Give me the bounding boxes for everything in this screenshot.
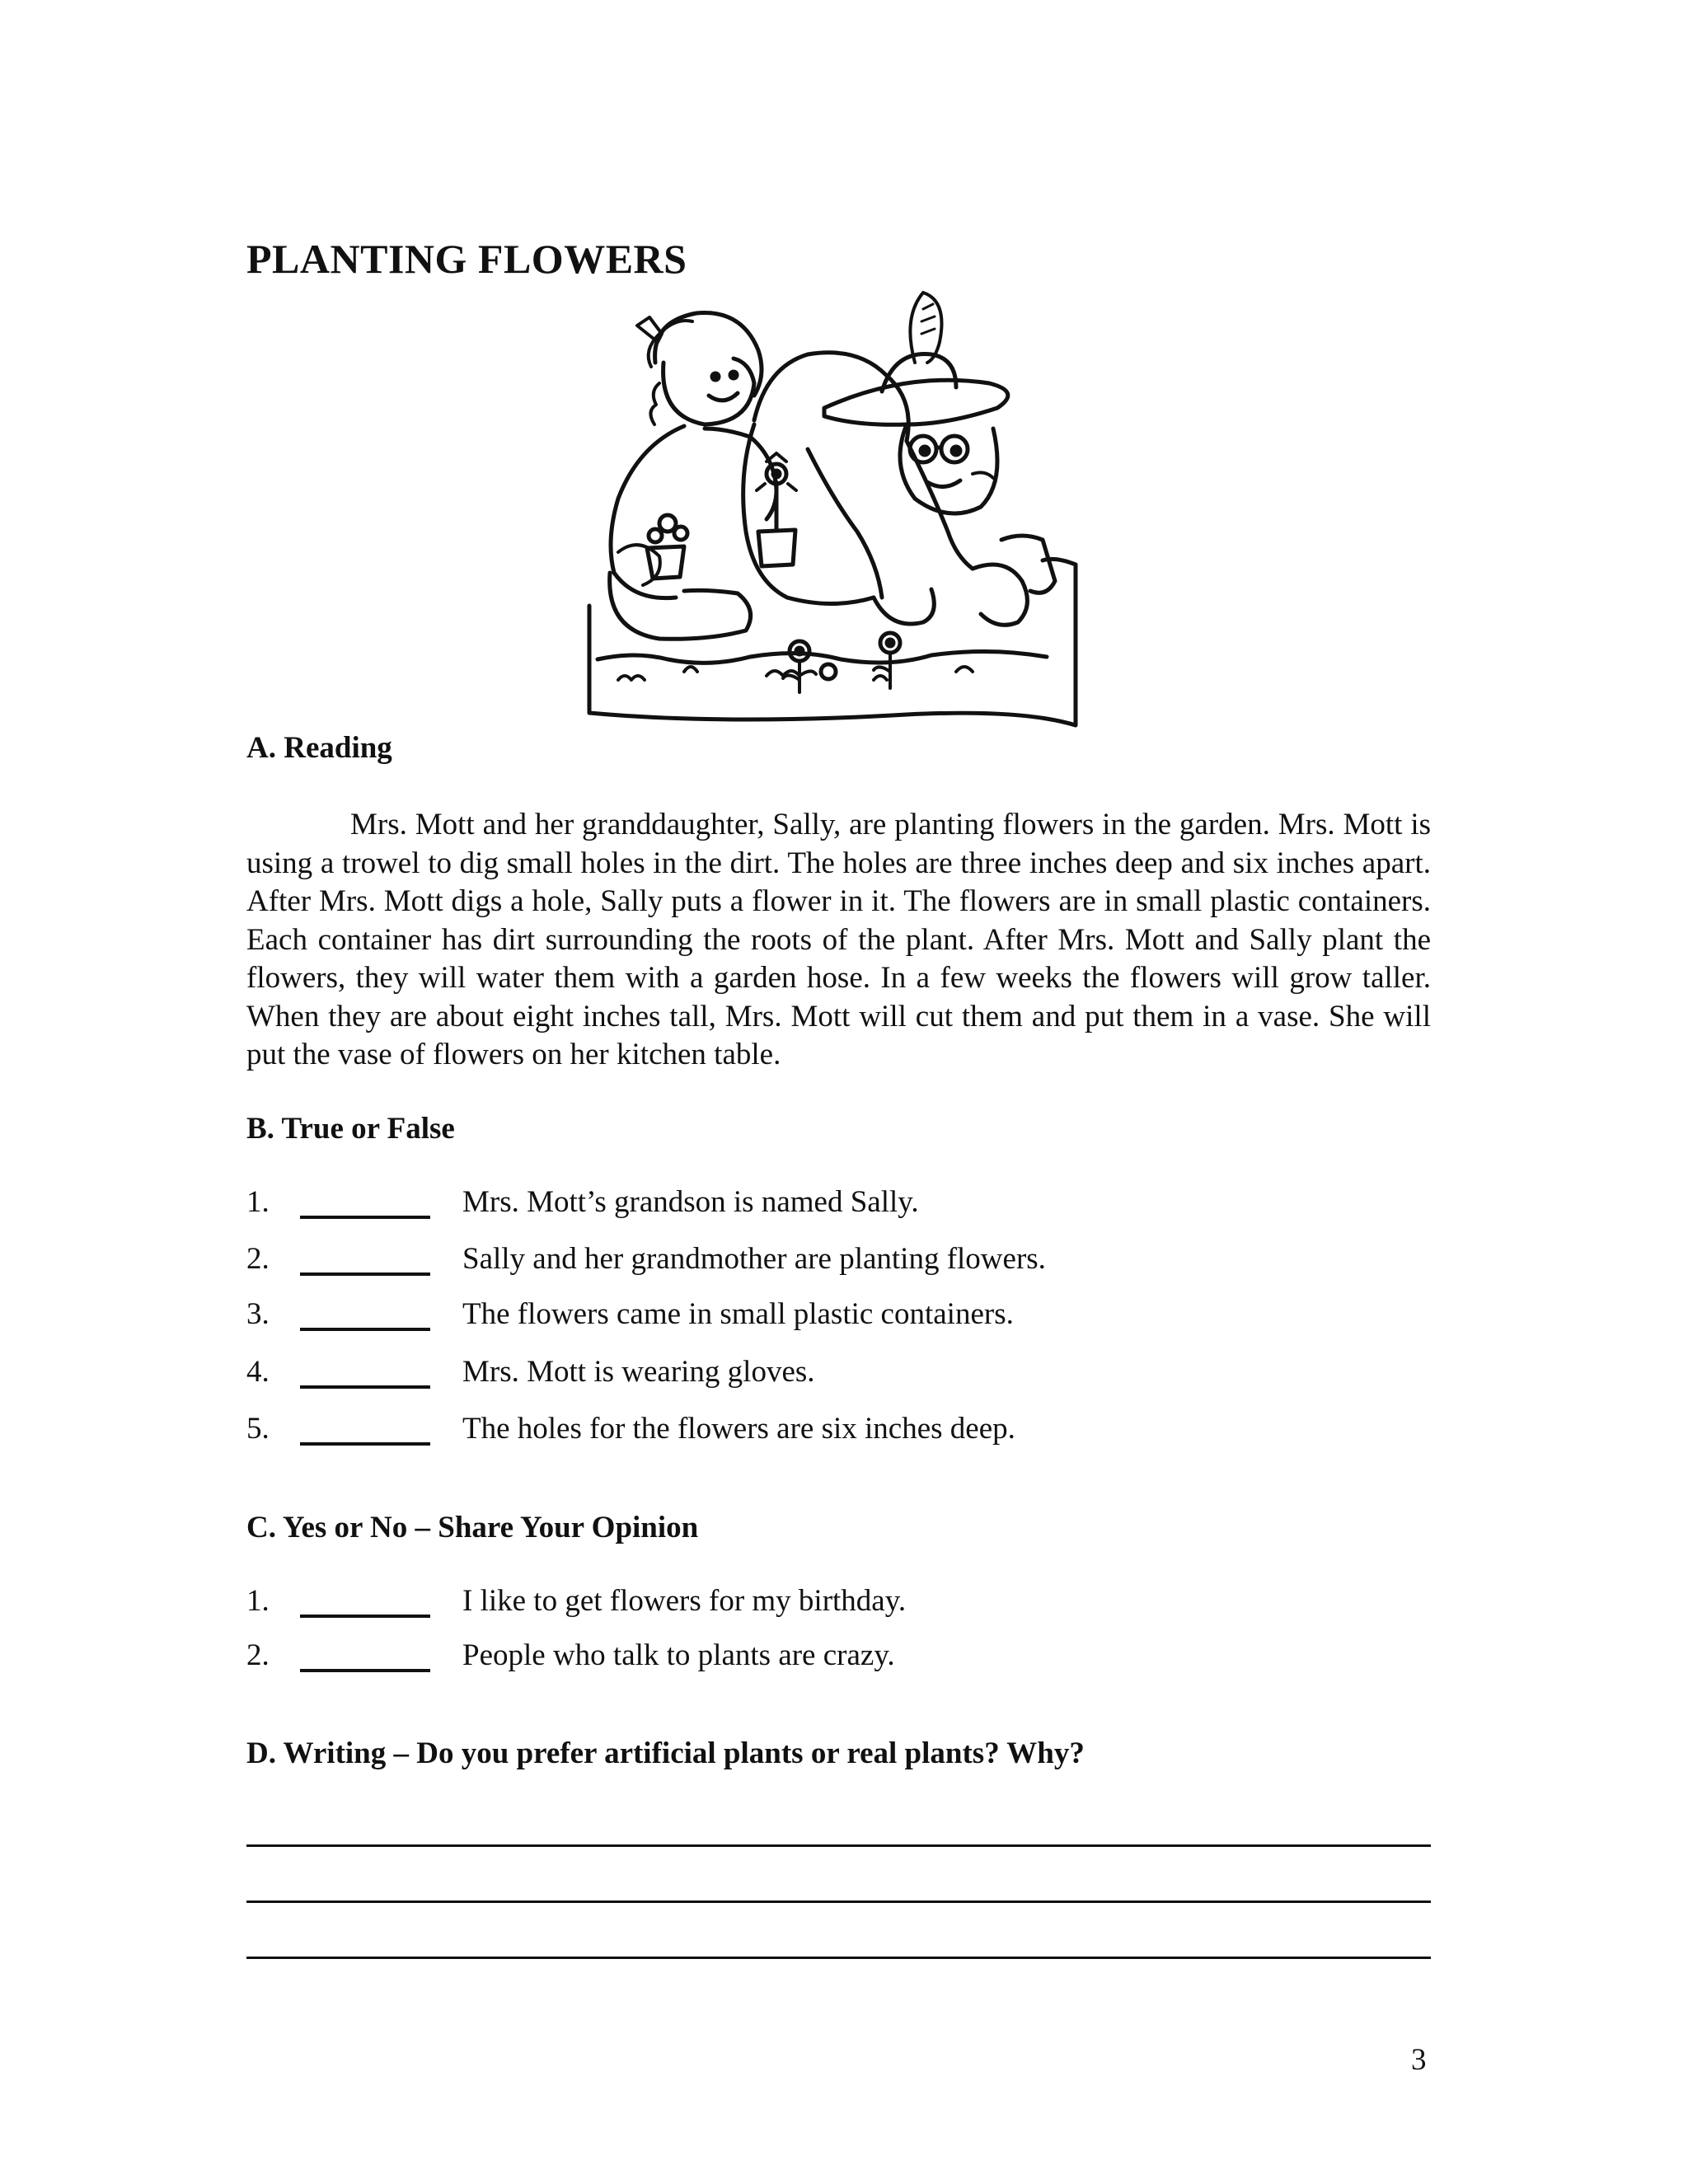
answer-blank[interactable] (300, 1615, 430, 1618)
true-false-item (246, 1184, 1400, 1224)
writing-line[interactable] (246, 1900, 1431, 1903)
answer-blank[interactable] (300, 1442, 430, 1446)
item-statement: Mrs. Mott is wearing gloves. (462, 1355, 815, 1389)
item-number: 4. (246, 1355, 270, 1389)
opinion-item (246, 1583, 1400, 1623)
opinion-item (246, 1638, 1400, 1677)
item-number: 1. (246, 1185, 270, 1219)
item-statement: People who talk to plants are crazy. (462, 1638, 895, 1672)
true-false-item (246, 1296, 1400, 1336)
true-false-item (246, 1354, 1400, 1394)
answer-blank[interactable] (300, 1272, 430, 1276)
section-a-heading: A. Reading (246, 731, 392, 765)
section-b-heading: B. True or False (246, 1112, 455, 1146)
answer-blank[interactable] (300, 1216, 430, 1219)
item-number: 1. (246, 1584, 270, 1618)
item-statement: I like to get flowers for my birthday. (462, 1584, 907, 1618)
gardening-illustration-icon (560, 284, 1096, 733)
reading-paragraph: Mrs. Mott and her granddaughter, Sally, are planting flowers in the garden. Mrs. Mott is using a trowel to dig small holes in the dirt. The holes are three inches deep and six inches apart. After Mrs. Mott digs a hole, Sally puts a flower in it. The flowers are in small plastic containers. Each container has dirt surrounding the roots of the plant. After Mrs. Mott and Sally plant the flowers, they will water them with a garden hose. In a few weeks the flowers will grow taller. When they are about eight inches tall, Mrs. Mott will cut them and put them in a vase. She will put the vase of flowers on her kitchen table. (246, 808, 1431, 1071)
item-number: 2. (246, 1242, 270, 1276)
item-statement: The flowers came in small plastic containers. (462, 1297, 1014, 1331)
answer-blank[interactable] (300, 1669, 430, 1672)
true-false-item (246, 1411, 1400, 1451)
page-number: 3 (1411, 2043, 1427, 2077)
page-title: PLANTING FLOWERS (246, 236, 687, 282)
writing-line[interactable] (246, 1957, 1431, 1959)
answer-blank[interactable] (300, 1385, 430, 1389)
item-statement: The holes for the flowers are six inches deep. (462, 1412, 1015, 1446)
section-d-heading: D. Writing – Do you prefer artificial plants or real plants? Why? (246, 1736, 1085, 1770)
item-number: 2. (246, 1638, 270, 1672)
item-number: 3. (246, 1297, 270, 1331)
writing-line[interactable] (246, 1844, 1431, 1847)
item-statement: Sally and her grandmother are planting flowers. (462, 1242, 1046, 1276)
answer-blank[interactable] (300, 1328, 430, 1331)
true-false-item (246, 1241, 1400, 1281)
item-number: 5. (246, 1412, 270, 1446)
section-c-heading: C. Yes or No – Share Your Opinion (246, 1511, 699, 1544)
item-statement: Mrs. Mott’s grandson is named Sally. (462, 1185, 919, 1219)
